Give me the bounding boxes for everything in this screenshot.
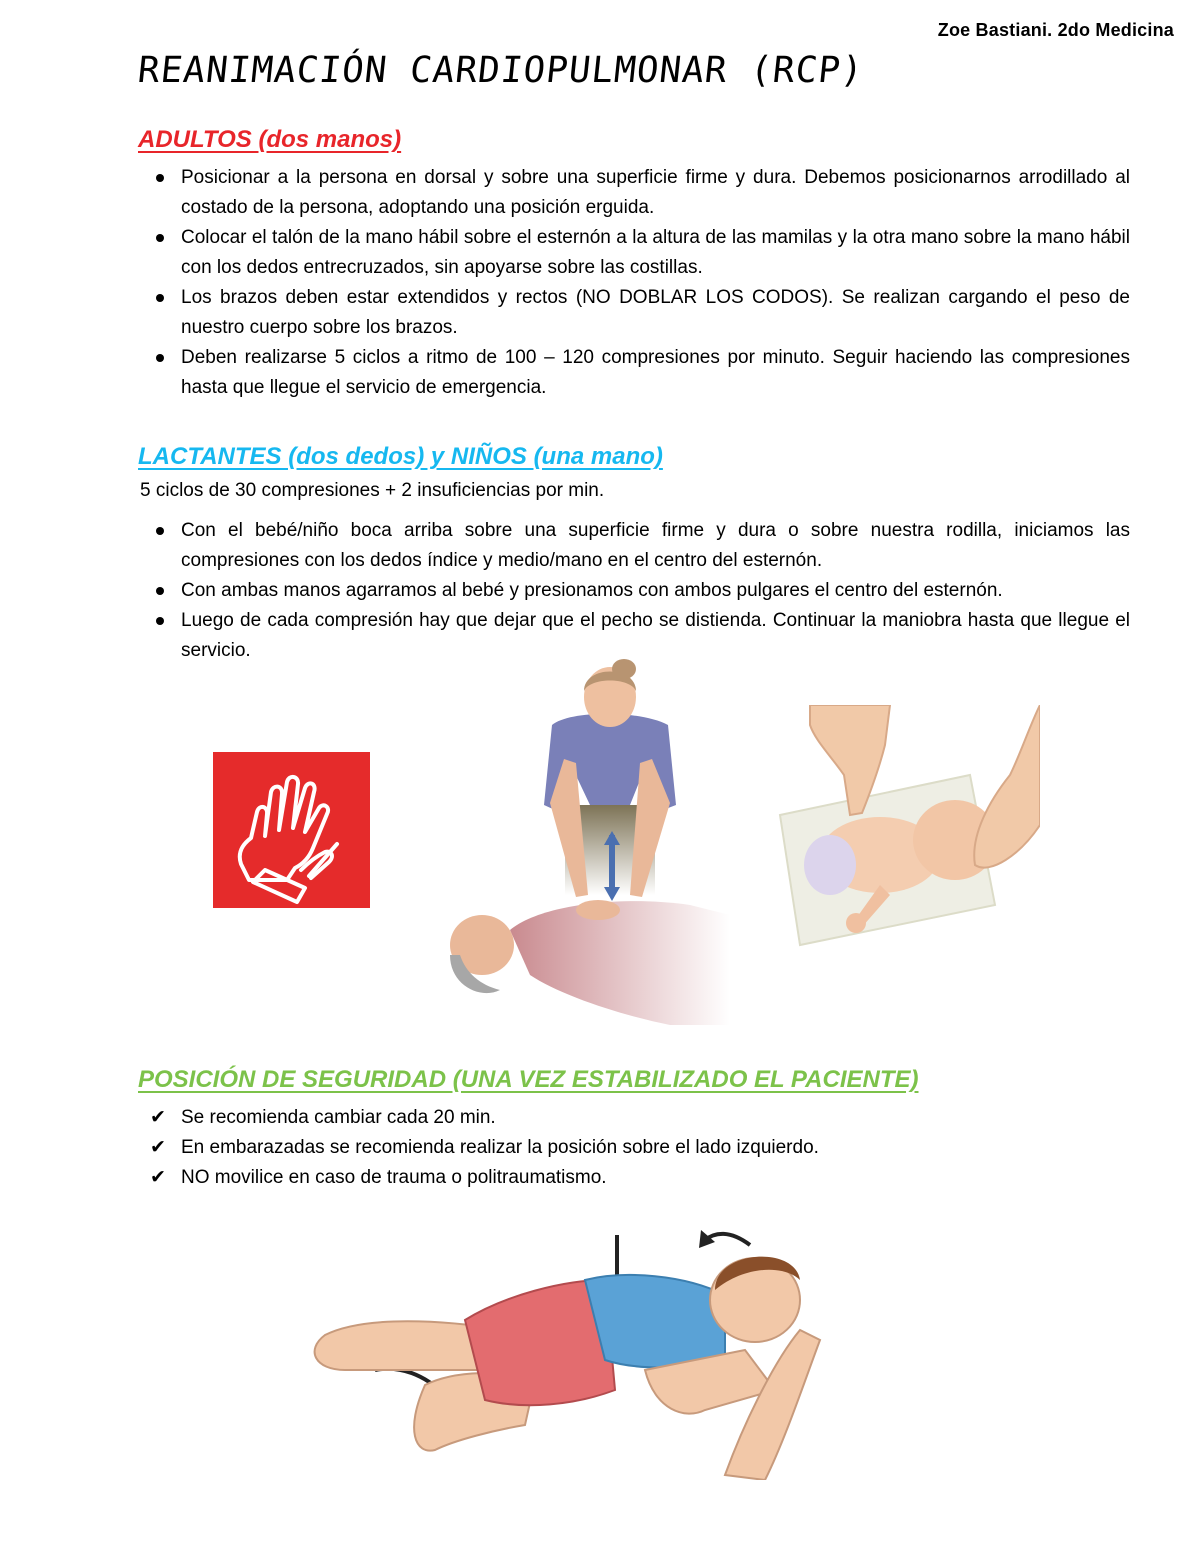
adult-cpr-illustration <box>440 655 730 1030</box>
infant-cpr-illustration <box>770 705 1040 955</box>
list-item: Luego de cada compresión hay que dejar que el pecho se distienda. Continuar la maniobra hasta que llegue el servicio. <box>150 606 1130 666</box>
list-item: Los brazos deben estar extendidos y rectos (NO DOBLAR LOS CODOS). Se realizan cargando el peso de nuestro cuerpo sobre los brazos. <box>150 283 1130 343</box>
check-icon: ✔ <box>150 1167 166 1188</box>
list-item: Deben realizarse 5 ciclos a ritmo de 100 – 120 compresiones por minuto. Seguir haciendo las compresiones hasta que llegue el servicio de emergencia. <box>150 343 1130 403</box>
list-item-text: En embarazadas se recomienda realizar la posición sobre el lado izquierdo. <box>181 1137 819 1158</box>
children-heading: LACTANTES (dos dedos) y NIÑOS (una mano) <box>138 443 663 470</box>
list-item-text: Se recomienda cambiar cada 20 min. <box>181 1107 496 1128</box>
list-item: Colocar el talón de la mano hábil sobre el esternón a la altura de las mamilas y la otra mano sobre la mano hábil con los dedos entrecruzados, sin apoyarse sobre las costillas. <box>150 223 1130 283</box>
recovery-heading: POSICIÓN DE SEGURIDAD (UNA VEZ ESTABILIZADO EL PACIENTE) <box>138 1066 919 1093</box>
list-item-text: NO movilice en caso de trauma o politraumatismo. <box>181 1167 607 1188</box>
children-list <box>150 516 1130 666</box>
cpr-hands-icon <box>213 752 370 908</box>
list-item: Con ambas manos agarramos al bebé y presionamos con ambos pulgares el centro del esternón. <box>150 576 1130 606</box>
list-item: Con el bebé/niño boca arriba sobre una superficie firme y dura o sobre nuestra rodilla, iniciamos las compresiones con los dedos índice y medio/mano en el centro del esternón. <box>150 516 1130 576</box>
check-icon: ✔ <box>150 1137 166 1158</box>
author-label: Zoe Bastiani. 2do Medicina <box>937 20 1174 40</box>
recovery-position-illustration <box>305 1220 825 1480</box>
list-item <box>150 1163 819 1193</box>
check-icon: ✔ <box>150 1107 166 1128</box>
adults-list <box>150 163 1130 403</box>
list-item: Posicionar a la persona en dorsal y sobre una superficie firme y dura. Debemos posicionarnos arrodillado al costado de la persona, adoptando una posición erguida. <box>150 163 1130 223</box>
list-item <box>150 1103 819 1133</box>
adults-heading: ADULTOS (dos manos) <box>138 126 402 153</box>
recovery-list <box>150 1103 819 1193</box>
children-intro: 5 ciclos de 30 compresiones + 2 insuficiencias por min. <box>140 480 605 501</box>
list-item <box>150 1133 819 1163</box>
page-title: REANIMACIÓN CARDIOPULMONAR (RCP) <box>135 50 866 91</box>
